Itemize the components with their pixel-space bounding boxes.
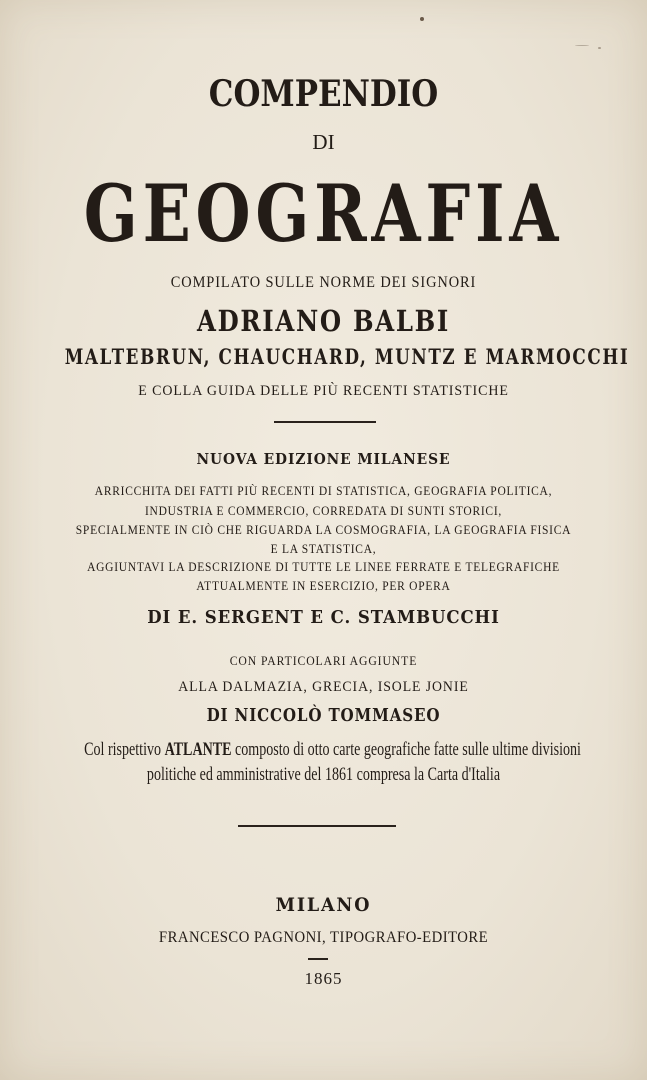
divider-rule bbox=[274, 421, 376, 423]
authors-others: MALTEBRUN, CHAUCHARD, MUNTZ E MARMOCCHI bbox=[64, 344, 630, 369]
additions-by: DI NICCOLÒ TOMMASEO bbox=[206, 705, 441, 726]
atlas-prefix: Col rispettivo bbox=[84, 739, 165, 760]
paper-speck bbox=[420, 17, 424, 21]
imprint-publisher: FRANCESCO PAGNONI, TIPOGRAFO-EDITORE bbox=[158, 929, 489, 946]
edition-line-4: E LA STATISTICA, bbox=[270, 542, 377, 556]
divider-rule-lower bbox=[238, 825, 396, 827]
title-di: DI bbox=[312, 130, 335, 154]
atlas-suffix: composto di otto carte geografiche fatte sulle ultime divisioni bbox=[231, 739, 581, 760]
edition-line-3: SPECIALMENTE IN CIÒ CHE RIGUARDA LA COSMOGRAFIA, LA GEOGRAFIA FISICA bbox=[75, 523, 572, 537]
additions-places: ALLA DALMAZIA, GRECIA, ISOLE JONIE bbox=[178, 679, 469, 695]
additions-intro: CON PARTICOLARI AGGIUNTE bbox=[229, 653, 418, 668]
edition-editors: DI E. SERGENT E C. STAMBUCCHI bbox=[147, 607, 500, 628]
title-compendio: COMPENDIO bbox=[208, 73, 439, 115]
divider-dash bbox=[308, 958, 328, 960]
edition-line-5: AGGIUNTAVI LA DESCRIZIONE DI TUTTE LE LINEE FERRATE E TELEGRAFICHE bbox=[87, 560, 560, 574]
authors-guide: E COLLA GUIDA DELLE PIÙ RECENTI STATISTICHE bbox=[138, 383, 509, 399]
atlas-line-2: politiche ed amministrative del 1861 compresa la Carta d'Italia bbox=[146, 764, 501, 785]
edition-line-1: ARRICCHITA DEI FATTI PIÙ RECENTI DI STATISTICA, GEOGRAFIA POLITICA, bbox=[94, 484, 553, 498]
edition-name: NUOVA EDIZIONE MILANESE bbox=[196, 450, 451, 468]
atlas-line-1 bbox=[84, 739, 581, 760]
author-main: ADRIANO BALBI bbox=[197, 304, 450, 338]
title-geografia: GEOGRAFIA bbox=[83, 167, 564, 260]
authors-intro: COMPILATO SULLE NORME DEI SIGNORI bbox=[170, 274, 477, 291]
paper-speck bbox=[598, 47, 601, 49]
atlas-keyword: ATLANTE bbox=[164, 739, 232, 760]
edition-line-6: ATTUALMENTE IN ESERCIZIO, PER OPERA bbox=[196, 579, 451, 593]
edition-line-2: INDUSTRIA E COMMERCIO, CORREDATA DI SUNTI STORICI, bbox=[144, 504, 503, 518]
paper-speck bbox=[575, 45, 589, 46]
imprint-year: 1865 bbox=[304, 969, 343, 988]
imprint-city: MILANO bbox=[275, 894, 372, 916]
